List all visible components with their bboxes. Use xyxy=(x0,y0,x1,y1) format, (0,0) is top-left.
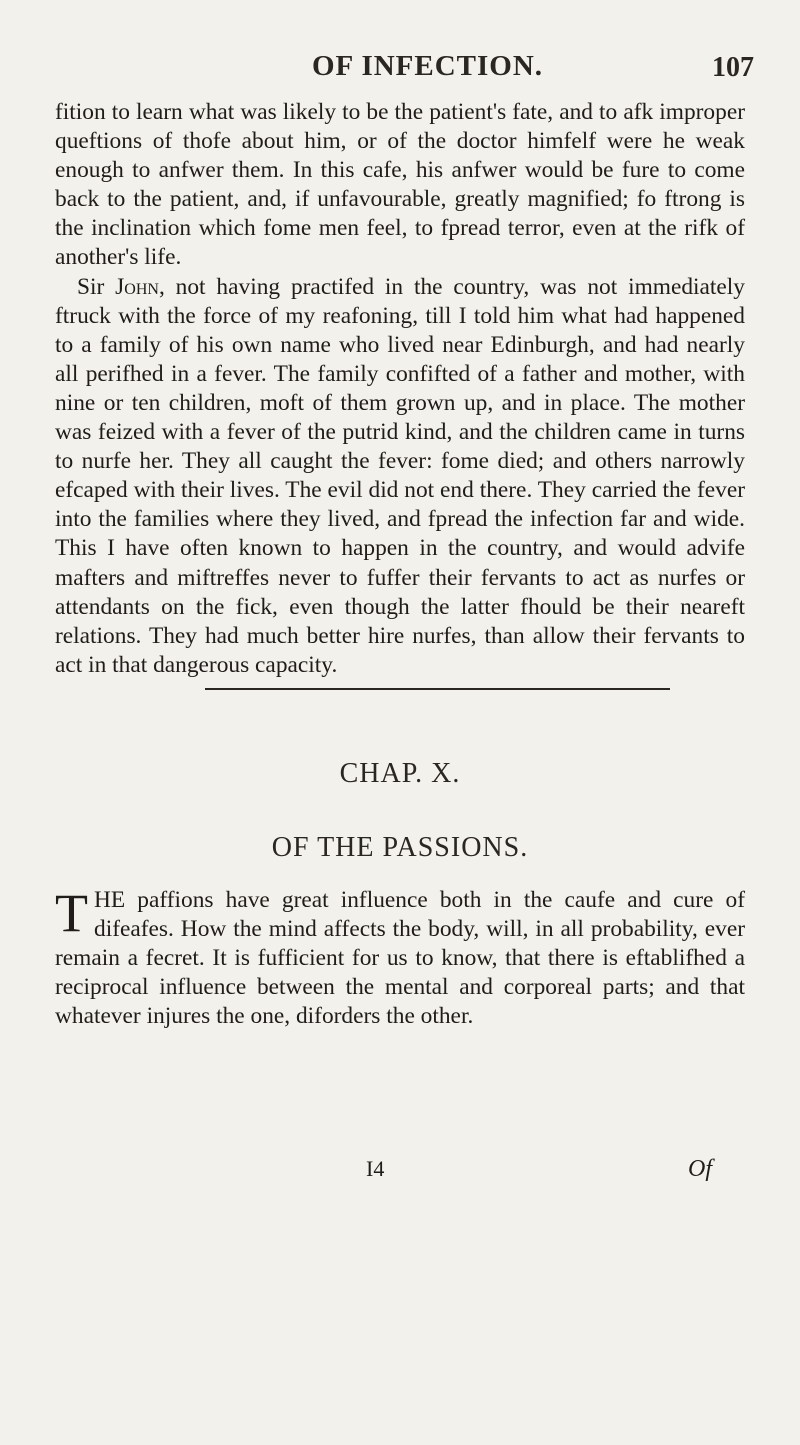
catchword: Of xyxy=(688,1156,712,1182)
body-text xyxy=(55,98,745,680)
paragraph-rest: , not having practifed in the country, was not immediately ftruck with the force of my reafoning, till I told him what had happened to a family of his own name who lived near Edinburgh, and had nearly all perifhed in a fever. The family confifted of a father and mother, with nine or ten children, moft of them grown up, and in place. The mother was feized with a fever of the putrid kind, and the children came in turns to nurfe her. They all caught the fever: fome died; and others narrowly efcaped with their lives. The evil did not end there. They carried the fever into the families where they lived, and fpread the infection far and wide. This I have often known to happen in the country, and would advife mafters and miftreffes never to fuffer their fervants to act as nurfes or attendants on the fick, even though the latter fhould be their neareft relations. They had much better hire nurfes, than allow their fervants to act in that dangerous capacity. xyxy=(55,273,745,678)
running-title: OF INFECTION. xyxy=(312,50,544,82)
chapter-text xyxy=(55,883,745,1031)
page-number: 107 xyxy=(712,52,754,83)
drop-cap: T xyxy=(55,883,88,943)
chapter-label: CHAP. X. xyxy=(339,758,461,789)
first-word-rest: HE xyxy=(94,887,126,913)
paragraph-lead: Sir xyxy=(77,273,116,300)
person-name: John xyxy=(115,273,159,300)
signature-mark: I4 xyxy=(366,1156,385,1181)
paragraph xyxy=(55,273,745,680)
running-head xyxy=(0,50,800,90)
chapter-paragraph: paffions have great influence both in the caufe and cure of difeafes. How the mind affects the body, will, in all probability, ever remain a fecret. It is fufficient for us to know, that there is eftablifhed a reciprocal influence between the mental and corporeal parts; and that whatever injures the one, diforders the other. xyxy=(55,887,745,1030)
chapter-title: OF THE PASSIONS. xyxy=(271,832,529,863)
page-footer xyxy=(0,1156,800,1186)
section-divider xyxy=(205,688,670,690)
paragraph: fition to learn what was likely to be the patient's fate, and to afk improper queftions of thofe about him, or of the doctor himfelf were he weak enough to anfwer them. In this cafe, his anfwer would be fure to come back to the patient, and, if unfavourable, greatly magnified; fo ftrong is the inclination which fome men feel, to fpread terror, even at the rifk of another's life. xyxy=(55,99,745,271)
